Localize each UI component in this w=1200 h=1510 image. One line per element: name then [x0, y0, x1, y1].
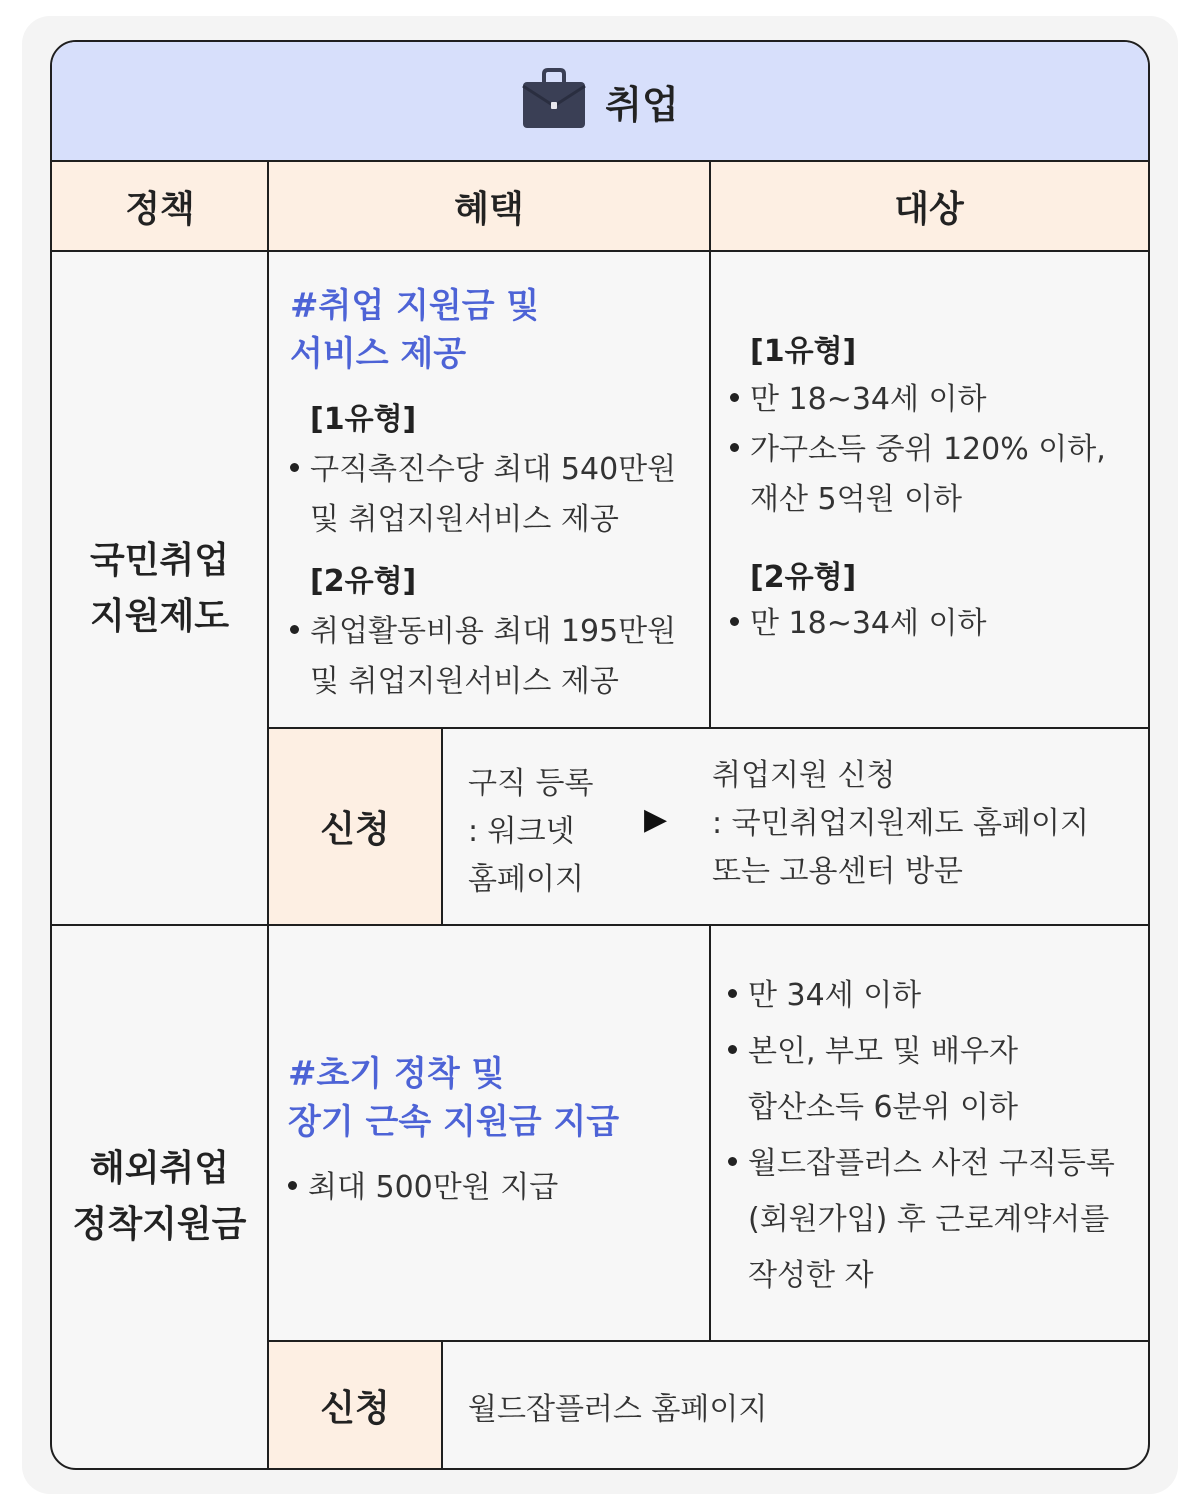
divider-col2-bottom: [709, 926, 711, 1342]
policy1-benefit-hashtag-line1: #취업 지원금 및: [290, 286, 540, 326]
policy1-target-type1-item2-cont: 재산 5억원 이하: [750, 482, 963, 517]
policy2-name-line2: 정착지원금: [72, 1204, 247, 1245]
policy1-target-type1-label: [1유형]: [750, 334, 857, 369]
policy2-target-item2-cont: 합산소득 6분위 이하: [748, 1090, 1018, 1125]
policy2-apply-label: 신청: [269, 1342, 441, 1468]
policy1-apply-step1-line2: : 워크넷: [468, 814, 575, 849]
policy-name-national-employment: [52, 254, 267, 924]
arrow-right-icon: ▶: [644, 802, 668, 837]
policy2-target-item3-cont1: (회원가입) 후 근로계약서를: [748, 1202, 1110, 1237]
policy1-benefit-type2-item: 취업활동비용 최대 195만원: [290, 606, 676, 650]
policy2-target-item1: 만 34세 이하: [728, 970, 921, 1014]
policy1-benefit-type2-item-cont: 및 취업지원서비스 제공: [310, 664, 619, 699]
policy2-apply-text: 월드잡플러스 홈페이지: [468, 1392, 768, 1427]
header-target: 대상: [710, 162, 1148, 252]
divider-apply2: [441, 1342, 443, 1468]
policy1-apply-step2-line3: 또는 고용센터 방문: [712, 854, 963, 889]
policy-name-overseas-employment: [52, 926, 267, 1468]
header-policy: 정책: [52, 162, 268, 252]
table-title-bar: [52, 42, 1148, 162]
header-benefit: 혜택: [268, 162, 710, 252]
policy1-apply-step2-line1: 취업지원 신청: [712, 758, 896, 793]
policy2-benefit-item1: 최대 500만원 지급: [288, 1162, 558, 1206]
table-title: 취업: [605, 82, 679, 127]
briefcase-icon: [521, 68, 587, 134]
policy1-benefit-type1-label: [1유형]: [310, 402, 417, 437]
policy2-benefit-hashtag-line1: #초기 정착 및: [288, 1054, 505, 1094]
policy1-apply-step2-line2: : 국민취업지원제도 홈페이지: [712, 806, 1089, 841]
policy1-name-line1: 국민취업: [89, 540, 230, 581]
policy1-apply-step1-line1: 구직 등록: [468, 766, 594, 801]
policy1-target-type1-item1: 만 18~34세 이하: [730, 374, 986, 418]
policy1-target-type2-label: [2유형]: [750, 560, 857, 595]
policy1-apply-label: 신청: [269, 729, 441, 924]
policy1-target-type2-item1: 만 18~34세 이하: [730, 598, 986, 642]
policy2-name-line1: 해외취업: [89, 1148, 230, 1189]
divider-col2-top: [709, 162, 711, 728]
policy1-apply-step1-line3: 홈페이지: [468, 862, 584, 897]
policy2-target-item3: 월드잡플러스 사전 구직등록: [728, 1138, 1115, 1182]
policy2-target-item2: 본인, 부모 및 배우자: [728, 1026, 1018, 1070]
policy1-benefit-type1-item: 구직촉진수당 최대 540만원: [290, 444, 676, 488]
policy2-benefit-hashtag-line2: 장기 근속 지원금 지급: [288, 1102, 620, 1142]
divider-apply1: [441, 728, 443, 926]
employment-policy-table: [50, 40, 1150, 1470]
policy1-benefit-hashtag-line2: 서비스 제공: [290, 334, 467, 374]
policy1-target-type1-item2: 가구소득 중위 120% 이하,: [730, 424, 1106, 468]
policy1-benefit-type2-label: [2유형]: [310, 564, 417, 599]
policy1-name-line2: 지원제도: [89, 596, 230, 637]
policy1-benefit-type1-item-cont: 및 취업지원서비스 제공: [310, 502, 619, 537]
policy2-target-item3-cont2: 작성한 자: [748, 1258, 874, 1293]
